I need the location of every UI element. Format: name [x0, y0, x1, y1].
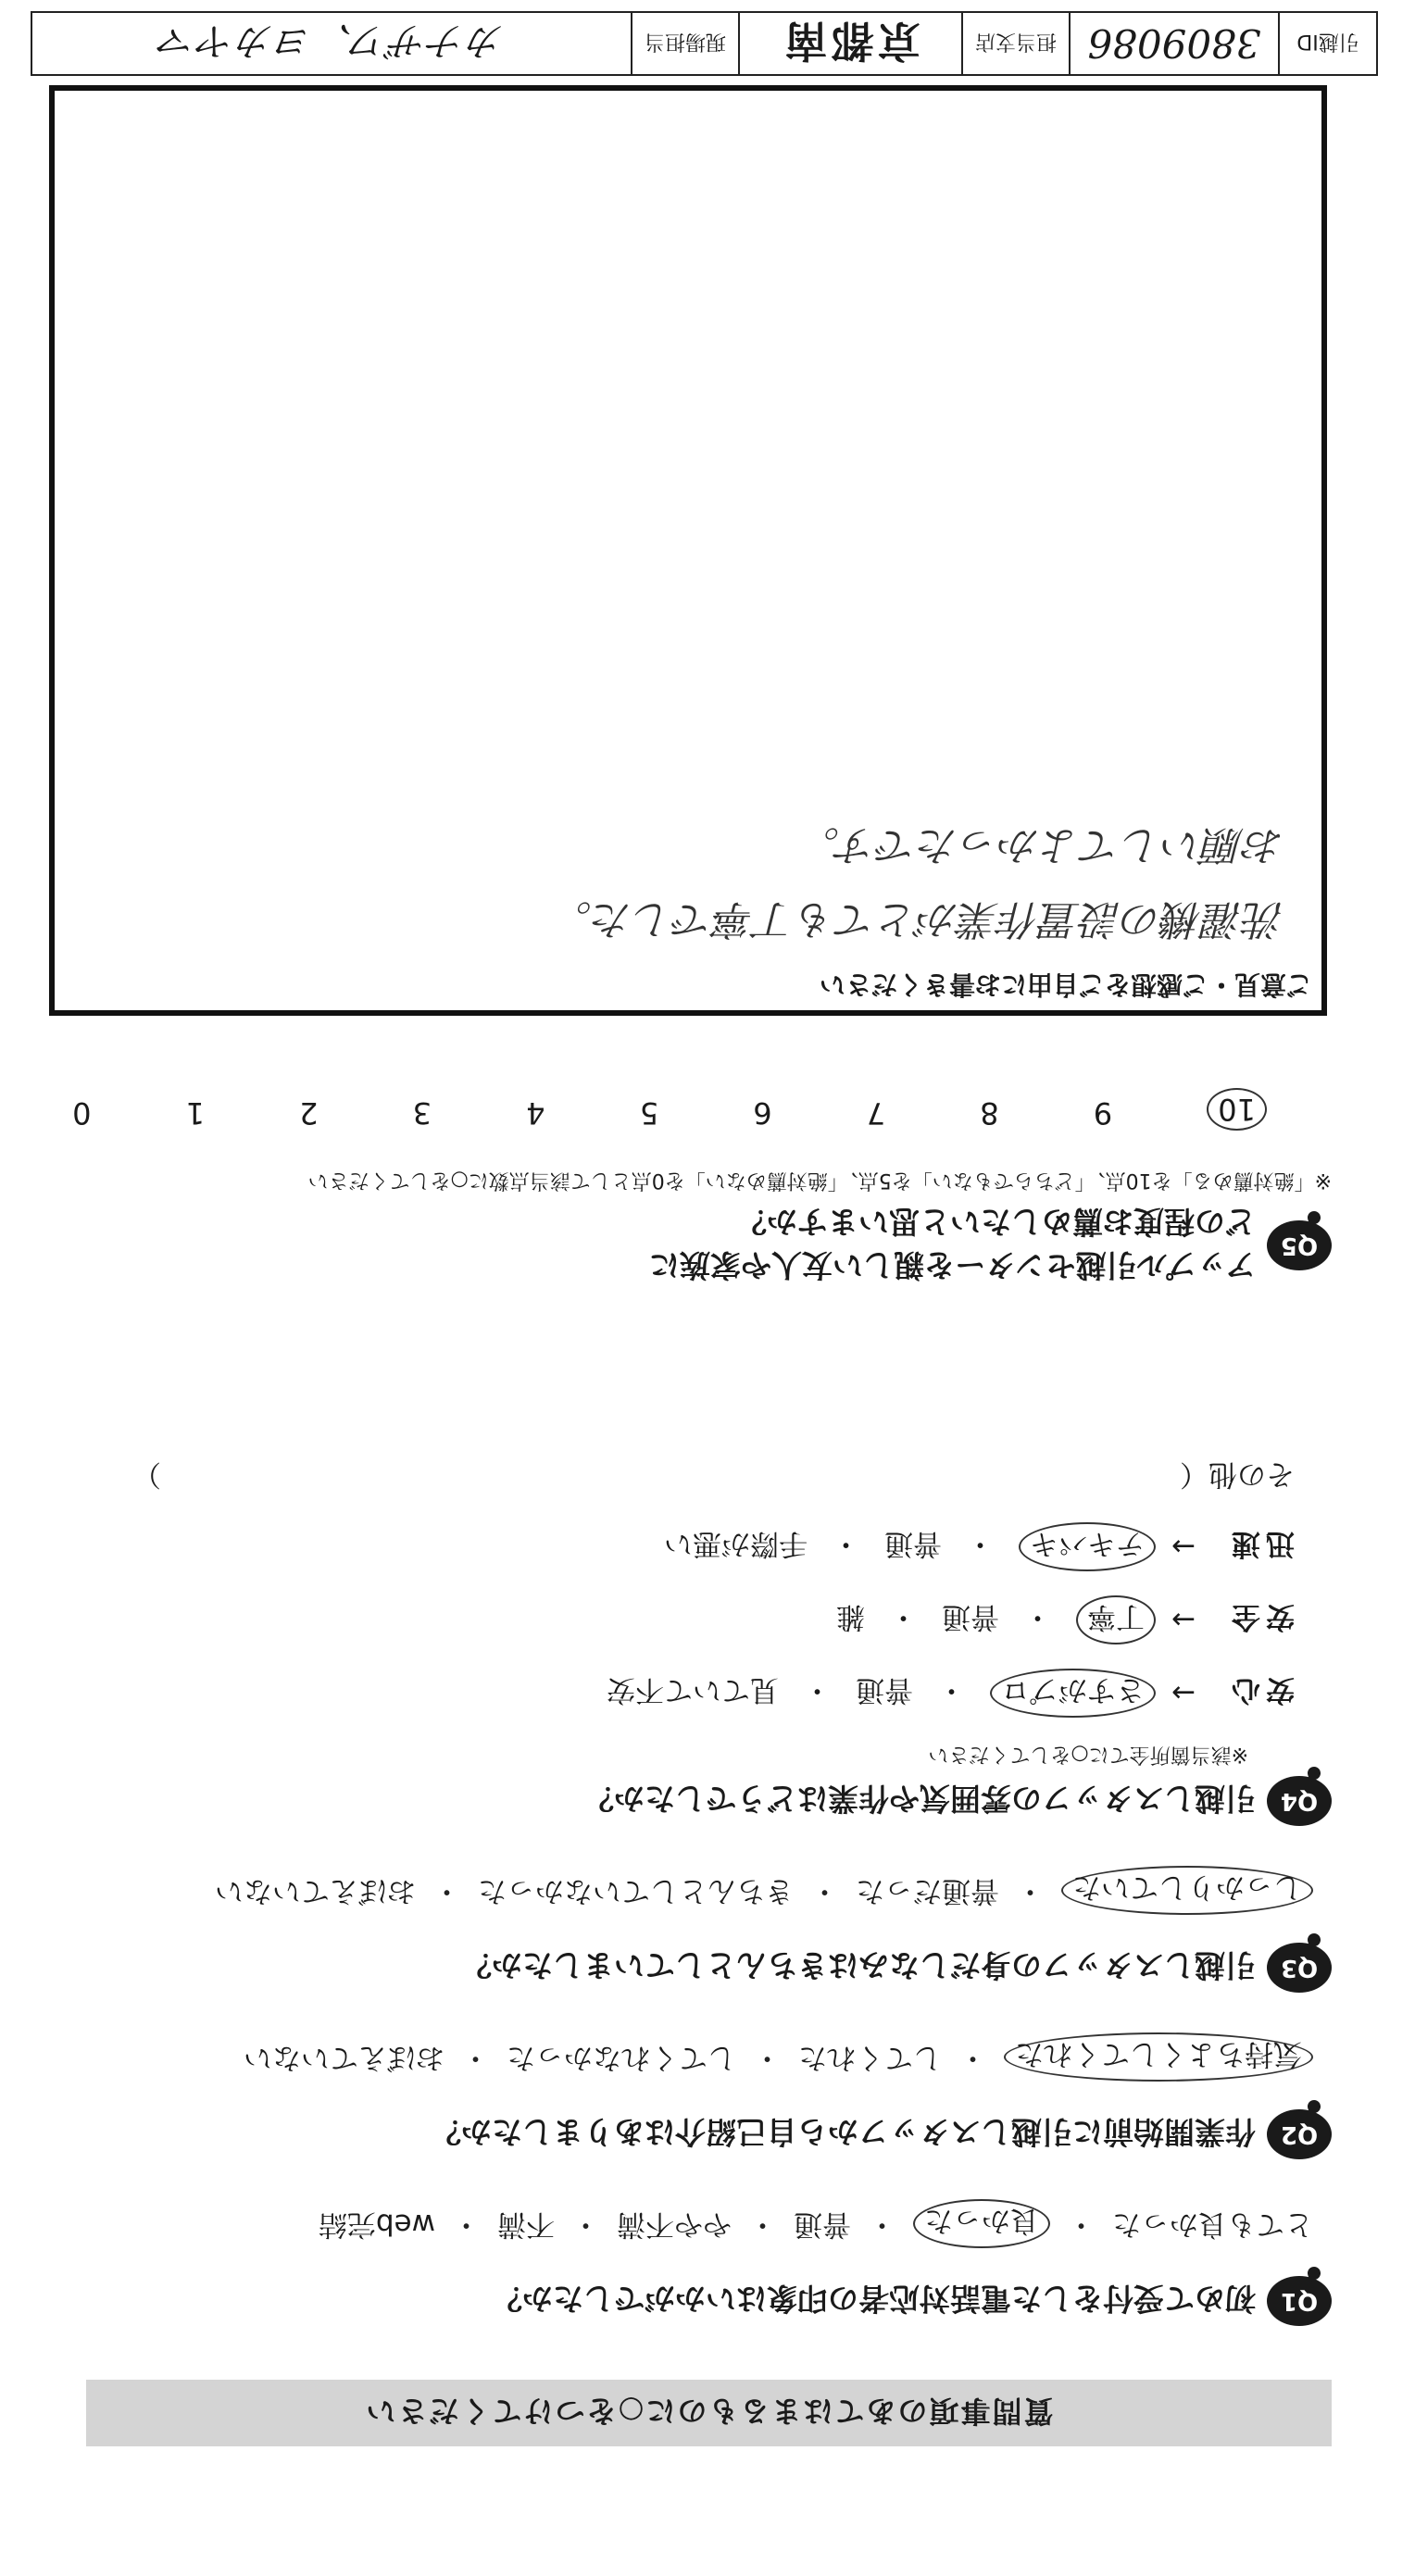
id-row — [31, 11, 1378, 76]
question-4 — [54, 1457, 1332, 1826]
q4-row-anzen: 安全 → 丁寧 ・ 普通 ・ 雑 — [54, 1595, 1295, 1644]
q4-option-selected[interactable]: テキパキ — [1019, 1522, 1156, 1571]
scale-option[interactable]: 5 — [639, 1095, 659, 1131]
question-3 — [54, 1866, 1332, 1993]
scale-option-selected[interactable]: 10 — [1207, 1088, 1267, 1131]
branch-stamp: 京都南 — [738, 13, 961, 74]
q1-option[interactable]: 普通 — [794, 2207, 851, 2241]
q1-option[interactable]: web完結 — [318, 2207, 435, 2241]
q3-option[interactable]: きちんとしていなかった — [478, 1874, 794, 1907]
q4-badge: Q4 — [1267, 1776, 1332, 1826]
q4-option-selected[interactable]: 丁寧 — [1076, 1595, 1156, 1644]
comment-box[interactable] — [49, 85, 1327, 1016]
comment-title: ご意見・ご感想をご自由にお書きください — [819, 969, 1312, 1000]
q4-other-label: その他（ — [1180, 1457, 1295, 1491]
scale-option[interactable]: 4 — [526, 1095, 545, 1131]
id-value: 3809086 — [1069, 13, 1278, 74]
q3-badge: Q3 — [1267, 1943, 1332, 1993]
q1-badge: Q1 — [1267, 2276, 1332, 2326]
scale-option[interactable]: 3 — [412, 1095, 432, 1131]
id-label: 引越ID — [1278, 13, 1376, 74]
arrow-right-icon: → — [1171, 1676, 1196, 1710]
q5-text-line1: アップル引越センターを親しい友人や家族に — [648, 1247, 1256, 1283]
scale-option[interactable]: 8 — [980, 1095, 999, 1131]
q1-options: とても良かった ・ 良かった ・ 普通 ・ やや不満 ・ 不満 ・ web完結 — [54, 2199, 1313, 2248]
scale-option[interactable]: 7 — [866, 1095, 886, 1131]
q4-option-selected[interactable]: さすがプロ — [990, 1669, 1156, 1718]
question-5 — [54, 1088, 1332, 1289]
staff-label: 現場担当 — [631, 13, 738, 74]
q4-row-label: 安全 — [1226, 1600, 1295, 1633]
q4-option[interactable]: 手際が悪い — [664, 1527, 808, 1560]
handwritten-comment-line1: 洗濯機の設置作業がとても丁寧でした。 — [551, 895, 1284, 943]
q3-option-selected[interactable]: しっかりしていた — [1061, 1866, 1313, 1915]
q2-options: 気持ちよくしてくれた ・ してくれた ・ してくれなかった ・ おぼえていない — [54, 2032, 1313, 2082]
q1-option[interactable]: やや不満 — [617, 2207, 732, 2241]
q4-option[interactable]: 雑 — [836, 1600, 865, 1633]
handwritten-comment-line2: お願いしてよかったです。 — [798, 821, 1284, 869]
q2-option[interactable]: してくれなかった — [507, 2041, 736, 2074]
q1-text: 初めて受付をした電話対応者の印象はいかがでしたか？ — [492, 2281, 1256, 2318]
q5-text-line2: どの程度お薦めしたいと思いますか？ — [736, 1204, 1256, 1240]
q1-option-selected[interactable]: 良かった — [913, 2199, 1050, 2248]
q1-option[interactable]: とても良かった — [1112, 2207, 1313, 2241]
q5-note: ※「絶対薦める」を10点、「どちらでもない」を5点、「絶対薦めない」を0点として該当点数に○をしてください — [307, 1169, 1332, 1192]
instruction-banner: 質問事項のあてはまるものに○をつけてください — [86, 2380, 1332, 2446]
question-2 — [54, 2032, 1332, 2159]
scale-option[interactable]: 0 — [72, 1095, 92, 1131]
q2-option[interactable]: してくれた — [798, 2041, 942, 2074]
arrow-right-icon: → — [1171, 1603, 1196, 1637]
q4-option[interactable]: 見ていて不安 — [607, 1673, 779, 1707]
q3-option[interactable]: おぼえていない — [215, 1874, 416, 1907]
q5-scale — [72, 1088, 1267, 1131]
q2-text: 作業開始前に引越しスタッフから自己紹介はありましたか？ — [431, 2114, 1256, 2151]
q4-row-label: 迅速 — [1226, 1527, 1295, 1560]
staff-value: カナザワ、ヨカヤマ — [157, 19, 506, 64]
scale-option[interactable]: 6 — [753, 1095, 772, 1131]
q4-option[interactable]: 普通 — [856, 1673, 913, 1707]
q5-badge: Q5 — [1267, 1220, 1332, 1270]
q3-options: しっかりしていた ・ 普通だった ・ きちんとしていなかった ・ おぼえていない — [54, 1866, 1313, 1915]
arrow-right-icon: → — [1171, 1530, 1196, 1564]
q3-text: 引越しスタッフの身だしなみはきちんとしていましたか？ — [461, 1947, 1256, 1984]
scale-option[interactable]: 2 — [299, 1095, 319, 1131]
q4-option[interactable]: 普通 — [884, 1527, 942, 1560]
q2-option-selected[interactable]: 気持ちよくしてくれた — [1004, 2032, 1313, 2082]
q4-row-label: 安心 — [1226, 1673, 1295, 1707]
q4-note: ※該当箇所全てに○をしてください — [928, 1743, 1248, 1766]
q4-row-jinsoku: 迅速 → テキパキ ・ 普通 ・ 手際が悪い — [54, 1522, 1295, 1571]
scale-option[interactable]: 1 — [185, 1095, 205, 1131]
q4-text: 引越しスタッフの雰囲気や作業はどうでしたか？ — [583, 1781, 1256, 1818]
q2-badge: Q2 — [1267, 2109, 1332, 2159]
scale-option[interactable]: 9 — [1093, 1095, 1113, 1131]
q2-option[interactable]: おぼえていない — [244, 2041, 445, 2074]
q4-other-close: ） — [132, 1457, 161, 1491]
q4-row-other — [54, 1457, 1295, 1498]
q4-option[interactable]: 普通 — [942, 1600, 999, 1633]
q4-row-anshin: 安心 → さすがプロ ・ 普通 ・ 見ていて不安 — [54, 1669, 1295, 1718]
q1-option[interactable]: 不満 — [497, 2207, 555, 2241]
q3-option[interactable]: 普通だった — [856, 1874, 999, 1907]
question-1 — [54, 2199, 1332, 2326]
branch-label: 担当支店 — [961, 13, 1069, 74]
